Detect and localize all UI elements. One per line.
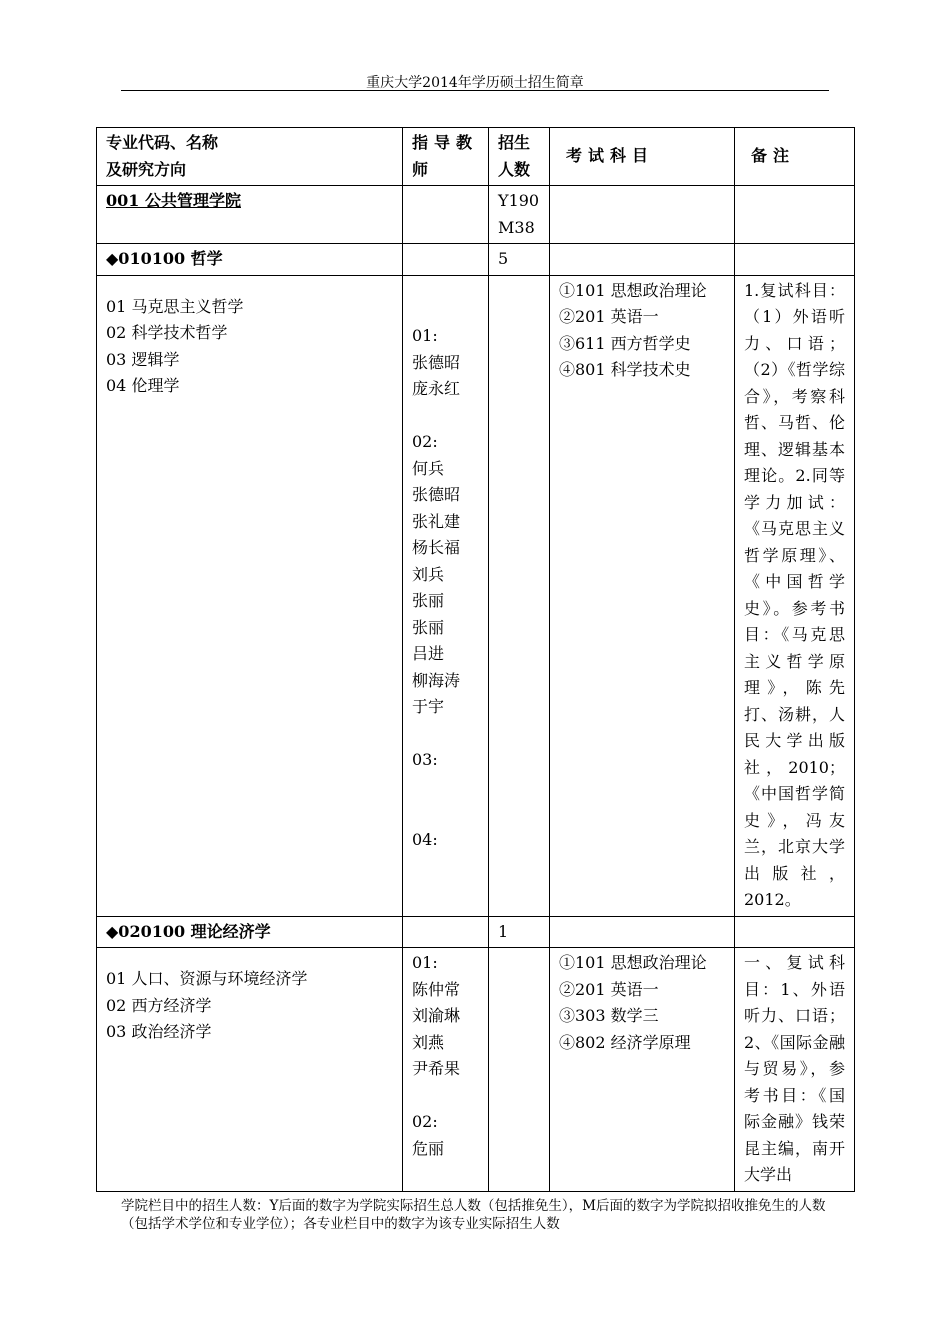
direction-item: 03 政治经济学 (106, 1022, 212, 1041)
advisor-line: 陈仲常 (412, 979, 461, 999)
advisor-line: 张丽 (412, 591, 445, 610)
header-rule (121, 90, 829, 91)
advisor-line (412, 721, 479, 748)
advisor-line: 于宇 (412, 697, 445, 716)
header-count: 招生人数 (489, 128, 550, 186)
college-exam-cell (550, 186, 735, 244)
exam-item: ③611 西方哲学史 (559, 333, 691, 353)
remarks-cell: 一、复试科目：1、外语听力、口语；2、《国际金融与贸易》，参考书目：《国际金融》钱荣昆主编，南开大学出 (735, 948, 855, 1192)
advisor-line: 柳海涛 (412, 670, 461, 690)
exams-cell (550, 948, 735, 1192)
advisor-line: 杨长福 (412, 538, 461, 557)
major-title-exam-cell (550, 916, 735, 948)
major-title-remarks-cell (735, 244, 855, 276)
exam-item: ④801 科学技术史 (559, 360, 691, 379)
major-title-row (97, 916, 855, 948)
major-title-advisor-cell (403, 916, 489, 948)
advisor-line: 01: (412, 953, 438, 972)
advisor-line: 张德昭 (412, 352, 461, 372)
major-count: 1 (489, 916, 550, 948)
college-count (489, 186, 550, 244)
advisor-line: 张丽 (412, 617, 445, 637)
advisor-line: 刘兵 (412, 564, 445, 584)
advisor-line (412, 774, 479, 801)
advisor-line: 02: (412, 1112, 438, 1131)
count-cell (489, 948, 550, 1192)
college-count-y: Y190 (498, 191, 540, 210)
exam-item: ③303 数学三 (559, 1006, 659, 1025)
major-count: 5 (489, 244, 550, 276)
college-name: 001 公共管理学院 (97, 186, 403, 244)
advisors-cell (403, 948, 489, 1192)
major-title: ◆020100 理论经济学 (97, 916, 403, 948)
header-advisor: 指导教师 (403, 128, 489, 186)
exam-item: ②201 英语一 (559, 307, 659, 326)
major-title-remarks-cell (735, 916, 855, 948)
direction-item: 03 逻辑学 (106, 349, 180, 369)
advisor-line: 02: (412, 432, 438, 451)
advisor-line: 庞永红 (412, 379, 461, 398)
advisor-line (412, 403, 479, 430)
footer-note: 学院栏目中的招生人数：Y后面的数字为学院实际招生总人数（包括推免生），M后面的数字为学院拟招收推免生的人数（包括学术学位和专业学位）；各专业栏目中的数字为该专业实际招生人数 (121, 1198, 826, 1232)
advisor-line: 尹希果 (412, 1059, 461, 1078)
exams-cell (550, 275, 735, 916)
college-advisor-cell (403, 186, 489, 244)
advisor-line: 04: (412, 829, 438, 849)
direction-item: 02 西方经济学 (106, 995, 212, 1015)
header-remarks: 备注 (735, 128, 855, 186)
header-major-line2: 及研究方向 (106, 159, 187, 179)
directions-cell (97, 948, 403, 1192)
advisor-line: 张礼建 (412, 511, 461, 531)
advisor-line (412, 297, 479, 324)
advisor-line: 刘渝琳 (412, 1006, 461, 1025)
exam-item: ④802 经济学原理 (559, 1032, 691, 1052)
major-detail-row (97, 275, 855, 916)
advisor-line: 03: (412, 750, 438, 769)
advisor-line: 吕进 (412, 644, 445, 663)
advisors-cell (403, 275, 489, 916)
advisor-line: 01: (412, 326, 438, 345)
advisor-line: 危丽 (412, 1138, 445, 1158)
college-row (97, 186, 855, 244)
major-title-exam-cell (550, 244, 735, 276)
exam-item: ②201 英语一 (559, 979, 659, 999)
page-header: 重庆大学2014年学历硕士招生简章 (366, 75, 584, 91)
header-major-line1: 专业代码、名称 (106, 133, 219, 152)
advisor-line: 何兵 (412, 458, 445, 478)
direction-item: 01 人口、资源与环境经济学 (106, 969, 308, 988)
admissions-table (96, 127, 855, 1192)
remarks-cell: 1.复试科目：（1）外语听力、口语；（2）《哲学综合》，考察科哲、马哲、伦理、逻辑基本理论。2.同等学力加试：《马克思主义哲学原理》、《中国哲学史》。参考书目：《马克思主义哲学原理》，陈先打、汤耕，人民大学出版社，2010；《中国哲学简史》，冯友兰，北京大学出版社，2012。 (735, 275, 855, 916)
advisor-line: 刘燕 (412, 1032, 445, 1052)
major-title-row (97, 244, 855, 276)
exam-item: ①101 思想政治理论 (559, 280, 707, 300)
advisor-line (412, 1083, 479, 1110)
header-major (97, 128, 403, 186)
count-cell (489, 275, 550, 916)
advisor-line: 张德昭 (412, 485, 461, 504)
major-title-advisor-cell (403, 244, 489, 276)
major-title: ◆010100 哲学 (97, 244, 403, 276)
direction-item: 01 马克思主义哲学 (106, 296, 244, 316)
table-header-row (97, 128, 855, 186)
directions-cell (97, 275, 403, 916)
header-exam: 考试科目 (550, 128, 735, 186)
exam-item: ①101 思想政治理论 (559, 953, 707, 972)
advisor-line (412, 800, 479, 827)
direction-item: 04 伦理学 (106, 376, 180, 395)
college-remarks-cell (735, 186, 855, 244)
major-detail-row (97, 948, 855, 1192)
direction-item: 02 科学技术哲学 (106, 323, 228, 342)
college-count-m: M38 (498, 217, 535, 237)
